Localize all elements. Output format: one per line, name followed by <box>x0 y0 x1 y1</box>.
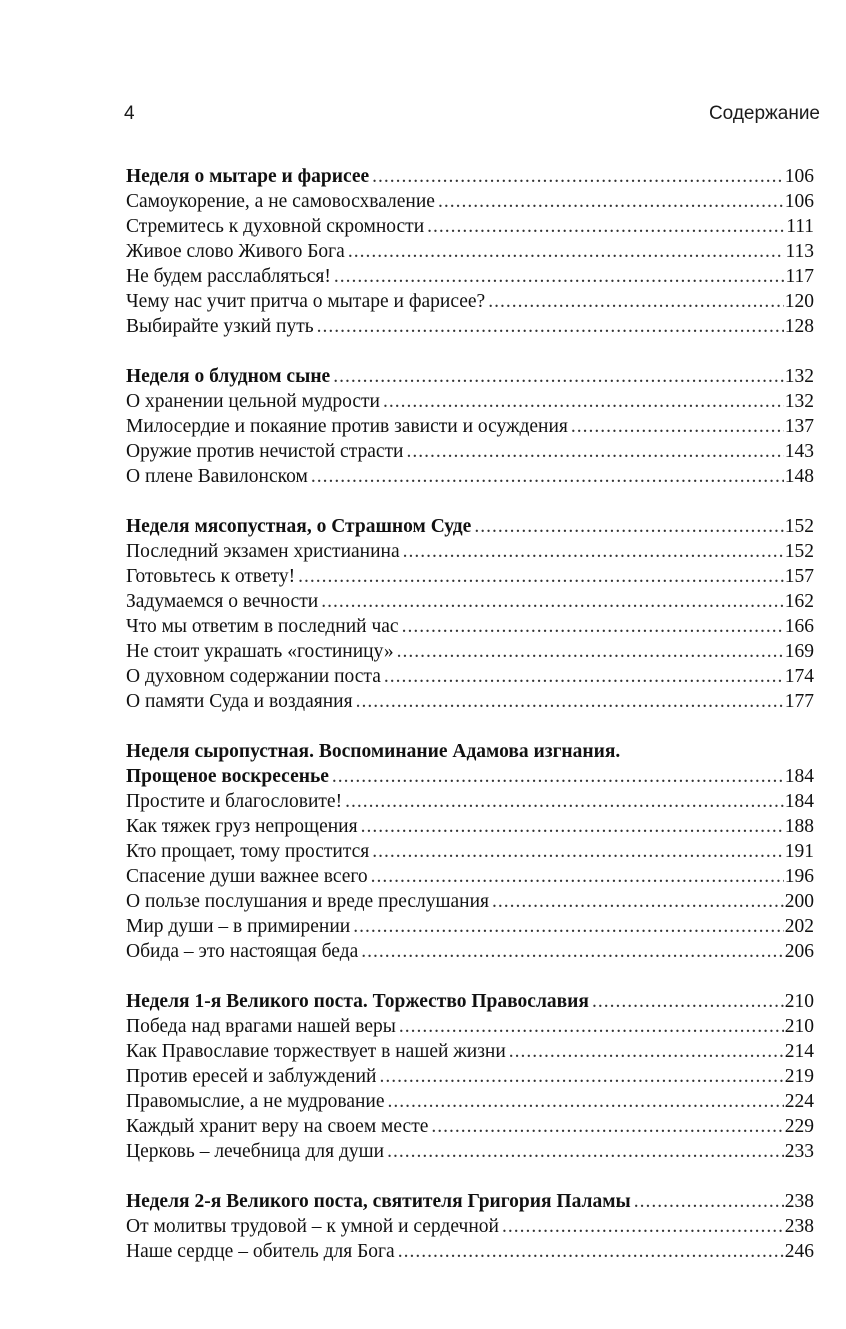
dot-leader <box>407 439 784 464</box>
toc-entry-title: Кто прощает, тому простится <box>126 841 370 862</box>
dot-leader <box>384 664 784 689</box>
toc-entry[interactable] <box>126 864 814 889</box>
toc-section <box>126 1189 814 1264</box>
toc-page-number: 132 <box>784 366 814 387</box>
dot-leader <box>427 214 785 239</box>
dot-leader <box>388 1089 784 1114</box>
dot-leader <box>403 539 784 564</box>
toc-heading-title: Прощеное воскресенье <box>126 766 329 787</box>
toc-page-number: 200 <box>784 891 814 912</box>
toc-entry-title: Что мы ответим в последний час <box>126 616 399 637</box>
toc-page-number: 191 <box>784 841 814 862</box>
toc-heading-title: Неделя 1-я Великого поста. Торжество Православия <box>126 991 589 1012</box>
toc-entry-title: Не стоит украшать «гостиницу» <box>126 641 394 662</box>
toc-entry[interactable] <box>126 1089 814 1114</box>
toc-page-number: 120 <box>784 291 814 312</box>
toc-entry-title: Церковь – лечебница для души <box>126 1141 385 1162</box>
toc-page-number: 106 <box>784 191 814 212</box>
toc-page-number: 169 <box>784 641 814 662</box>
toc-entry[interactable] <box>126 839 814 864</box>
toc-entry[interactable] <box>126 539 814 564</box>
dot-leader <box>379 1064 783 1089</box>
toc-entry-title: О духовном содержании поста <box>126 666 381 687</box>
toc-page-number: 210 <box>784 1016 814 1037</box>
dot-leader <box>372 164 784 189</box>
dot-leader <box>353 914 784 939</box>
dot-leader <box>383 389 784 414</box>
toc-page-number: 113 <box>785 241 814 262</box>
toc-section <box>126 164 814 339</box>
dot-leader <box>592 989 784 1014</box>
toc-entry-title: Чему нас учит притча о мытаре и фарисее? <box>126 291 486 312</box>
dot-leader <box>298 564 784 589</box>
toc-heading-title: Неделя мясопустная, о Страшном Суде <box>126 516 472 537</box>
dot-leader <box>317 314 784 339</box>
dot-leader <box>321 589 784 614</box>
dot-leader <box>502 1214 784 1239</box>
toc-entry[interactable] <box>126 889 814 914</box>
toc-page-number: 196 <box>784 866 814 887</box>
toc-entry[interactable] <box>126 1114 814 1139</box>
toc-entry[interactable] <box>126 789 814 814</box>
toc-section-heading[interactable] <box>126 764 814 789</box>
toc-entry-title: Не будем расслабляться! <box>126 266 331 287</box>
toc-page-number: 246 <box>784 1241 814 1262</box>
dot-leader <box>387 1139 784 1164</box>
dot-leader <box>356 689 784 714</box>
toc-page-number: 238 <box>784 1216 814 1237</box>
dot-leader <box>492 889 784 914</box>
dot-leader <box>571 414 784 439</box>
dot-leader <box>333 364 784 389</box>
toc-entry-title: Как тяжек груз непрощения <box>126 816 358 837</box>
dot-leader <box>398 1239 784 1264</box>
toc-page-number: 184 <box>784 791 814 812</box>
toc-entry-title: Против ересей и заблуждений <box>126 1066 377 1087</box>
dot-leader <box>334 264 785 289</box>
toc-section <box>126 364 814 489</box>
dot-leader <box>488 289 784 314</box>
toc-page-number: 152 <box>784 541 814 562</box>
dot-leader <box>399 1014 784 1039</box>
toc-page-number: 206 <box>784 941 814 962</box>
toc-page-number: 157 <box>784 566 814 587</box>
toc-entry[interactable] <box>126 1039 814 1064</box>
toc-entry[interactable] <box>126 914 814 939</box>
toc-page-number: 219 <box>784 1066 814 1087</box>
toc-entry[interactable] <box>126 439 814 464</box>
dot-leader <box>345 789 784 814</box>
toc-section <box>126 989 814 1164</box>
dot-leader <box>402 614 784 639</box>
dot-leader <box>431 1114 783 1139</box>
toc-page-number: 143 <box>784 441 814 462</box>
toc-page-number: 184 <box>784 766 814 787</box>
toc-entry-title: О пользе послушания и вреде преслушания <box>126 891 490 912</box>
toc-entry-title: Последний экзамен христианина <box>126 541 400 562</box>
toc-page-number: 117 <box>785 266 814 287</box>
toc-entry-title: О хранении цельной мудрости <box>126 391 380 412</box>
toc-entry[interactable] <box>126 1014 814 1039</box>
toc-section-heading[interactable] <box>126 989 814 1014</box>
toc-entry-title: Каждый хранит веру на своем месте <box>126 1116 429 1137</box>
toc-entry-title: Задумаемся о вечности <box>126 591 319 612</box>
running-head <box>124 103 820 125</box>
toc-page-number: 148 <box>784 466 814 487</box>
toc-page-number: 132 <box>784 391 814 412</box>
toc-entry[interactable] <box>126 239 814 264</box>
toc-heading-title: Неделя 2-я Великого поста, святителя Григория Паламы <box>126 1191 631 1212</box>
toc-entry[interactable] <box>126 1239 814 1264</box>
toc-entry[interactable] <box>126 939 814 964</box>
toc-page-number: 174 <box>784 666 814 687</box>
toc-section-heading[interactable] <box>126 364 814 389</box>
toc-entry-title: Оружие против нечистой страсти <box>126 441 404 462</box>
dot-leader <box>474 514 783 539</box>
toc-page-number: 166 <box>784 616 814 637</box>
toc-entry-title: Правомыслие, а не мудрование <box>126 1091 385 1112</box>
toc-page-number: 152 <box>784 516 814 537</box>
toc-entry[interactable] <box>126 614 814 639</box>
toc-page-number: 233 <box>784 1141 814 1162</box>
toc-page-number: 111 <box>786 216 814 237</box>
toc-entry[interactable] <box>126 314 814 339</box>
toc-section <box>126 739 814 964</box>
dot-leader <box>371 864 784 889</box>
toc-page-number: 238 <box>784 1191 814 1212</box>
toc-entry-title: Милосердие и покаяние против зависти и осуждения <box>126 416 568 437</box>
toc-entry[interactable] <box>126 464 814 489</box>
toc-entry-title: Обида – это настоящая беда <box>126 941 359 962</box>
table-of-contents <box>126 164 814 1289</box>
toc-heading-title: Неделя о блудном сыне <box>126 366 331 387</box>
toc-entry-title: О памяти Суда и воздаяния <box>126 691 353 712</box>
running-title: Содержание <box>708 103 820 124</box>
toc-page-number: 106 <box>784 166 814 187</box>
dot-leader <box>361 814 784 839</box>
toc-entry-title: Стремитесь к духовной скромности <box>126 216 425 237</box>
toc-page-number: 224 <box>784 1091 814 1112</box>
toc-entry-title: Готовьтесь к ответу! <box>126 566 296 587</box>
toc-page-number: 137 <box>784 416 814 437</box>
toc-page-number: 202 <box>784 916 814 937</box>
toc-entry[interactable] <box>126 814 814 839</box>
toc-entry-title: О плене Вавилонском <box>126 466 308 487</box>
toc-entry-title: Выбирайте узкий путь <box>126 316 314 337</box>
toc-entry[interactable] <box>126 264 814 289</box>
toc-entry[interactable] <box>126 189 814 214</box>
dot-leader <box>348 239 785 264</box>
toc-entry[interactable] <box>126 1139 814 1164</box>
toc-entry[interactable] <box>126 689 814 714</box>
toc-entry[interactable] <box>126 389 814 414</box>
toc-section <box>126 514 814 714</box>
toc-entry-title: Победа над врагами нашей веры <box>126 1016 396 1037</box>
toc-entry[interactable] <box>126 589 814 614</box>
dot-leader <box>372 839 784 864</box>
toc-entry[interactable] <box>126 1064 814 1089</box>
toc-entry-title: Живое слово Живого Бога <box>126 241 345 262</box>
dot-leader <box>634 1189 784 1214</box>
dot-leader <box>509 1039 784 1064</box>
page-number: 4 <box>124 103 135 124</box>
dot-leader <box>332 764 784 789</box>
toc-entry[interactable] <box>126 564 814 589</box>
dot-leader <box>311 464 784 489</box>
toc-entry[interactable] <box>126 414 814 439</box>
dot-leader <box>361 939 783 964</box>
toc-entry-title: От молитвы трудовой – к умной и сердечной <box>126 1216 499 1237</box>
toc-entry-title: Самоукорение, а не самовосхваление <box>126 191 435 212</box>
toc-entry[interactable] <box>126 289 814 314</box>
toc-entry[interactable] <box>126 214 814 239</box>
toc-entry[interactable] <box>126 1214 814 1239</box>
toc-heading-title: Неделя о мытаре и фарисее <box>126 166 370 187</box>
dot-leader <box>438 189 784 214</box>
toc-entry-title: Простите и благословите! <box>126 791 343 812</box>
toc-entry-title: Как Православие торжествует в нашей жизни <box>126 1041 506 1062</box>
toc-page-number: 128 <box>784 316 814 337</box>
toc-section-heading[interactable] <box>126 1189 814 1214</box>
toc-entry[interactable] <box>126 639 814 664</box>
toc-page-number: 188 <box>784 816 814 837</box>
toc-entry-title: Спасение души важнее всего <box>126 866 368 887</box>
dot-leader <box>397 639 784 664</box>
toc-entry-title: Наше сердце – обитель для Бога <box>126 1241 395 1262</box>
toc-page-number: 214 <box>784 1041 814 1062</box>
toc-page-number: 162 <box>784 591 814 612</box>
toc-section-heading[interactable] <box>126 514 814 539</box>
toc-entry[interactable] <box>126 664 814 689</box>
toc-page-number: 229 <box>784 1116 814 1137</box>
toc-heading-line: Неделя сыропустная. Воспоминание Адамова изгнания. <box>126 741 621 762</box>
toc-page-number: 210 <box>784 991 814 1012</box>
toc-page-number: 177 <box>784 691 814 712</box>
toc-section-heading[interactable] <box>126 164 814 189</box>
toc-entry-title: Мир души – в примирении <box>126 916 351 937</box>
